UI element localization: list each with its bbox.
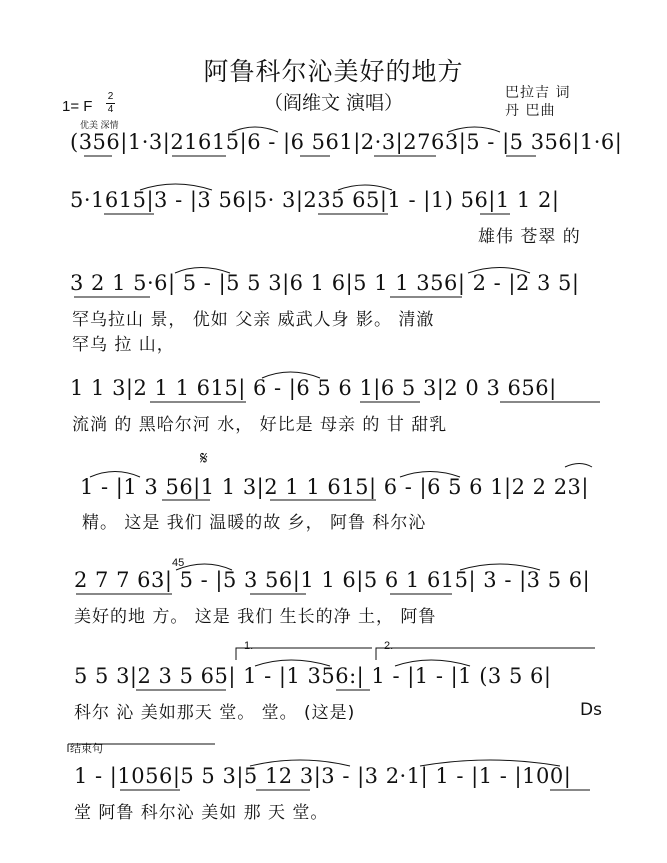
song-subtitle: （阎维文 演唱） <box>263 92 404 114</box>
slur <box>460 564 540 570</box>
coda-label: 结束句 <box>70 743 103 755</box>
key-signature: 1= F <box>62 98 93 115</box>
lyric-line-4: 流淌 的 黑哈尔河 水， 好比是 母亲 的 甘 甜乳 <box>72 415 448 435</box>
slur <box>400 472 460 478</box>
slur <box>262 372 320 378</box>
notation-line-3: 3 2 1 5·6| 5 - |5 5 3|6 1 6|5 1 1 356| 2 - |2 3 5| <box>70 271 580 295</box>
lyricist-credit: 巴拉吉 词 <box>505 85 571 101</box>
time-signature-top: 2 <box>107 91 114 102</box>
slur <box>420 760 560 766</box>
notation-line-7: 5 5 3|2 3 5 65| 1 - |1 356:| 1 - |1 - |1 (3 5 6| <box>74 664 552 688</box>
composer-credit: 丹 巴曲 <box>505 103 556 119</box>
slur <box>448 127 500 132</box>
volta-2-label: 2. <box>384 640 394 652</box>
time-signature-bottom: 4 <box>107 104 114 115</box>
volta-2-bracket <box>376 648 595 660</box>
volta-1-bracket <box>236 648 372 660</box>
lyric-line-8: 堂 阿鲁 科尔沁 美如 那 天 堂。 <box>74 803 329 823</box>
slur <box>250 760 350 766</box>
notation-line-5: 1 - |1 3 56|1 1 3|2 1 1 615| 6 - |6 5 6 1|2 2 23| <box>80 475 589 499</box>
notation-line-4: 1 1 3|2 1 1 615| 6 - |6 5 6 1|6 5 3|2 0 3 656| <box>70 376 557 400</box>
slur <box>565 464 592 468</box>
lyric-line-2: 雄伟 苍翠 的 <box>478 227 581 247</box>
song-title: 阿鲁科尔沁美好的地方 <box>203 57 464 86</box>
slur <box>232 127 278 132</box>
notation-line-1: (356|1·3|21615|6 - |6 561|2·3|2763|5 - |5 356|1·6| <box>70 130 623 154</box>
lyric-line-6: 美好的地 方。 这是 我们 生长的净 土， 阿鲁 <box>74 607 437 627</box>
tempo-marking: 优美 深情 <box>80 120 119 130</box>
slur <box>395 660 470 666</box>
lyric-line-5: 精。 这是 我们 温暖的故 乡， 阿鲁 科尔沁 <box>82 513 427 533</box>
slur <box>90 472 140 478</box>
slur <box>338 185 392 190</box>
lyric-line-7: 科尔 沁 美如那天 堂。 堂。 (这是) <box>74 703 356 723</box>
slur <box>175 268 230 274</box>
lyric-line-3b: 罕乌 拉 山， <box>72 335 175 355</box>
slur <box>468 268 530 274</box>
lyric-line-3: 罕乌拉山 景， 优如 父亲 威武人身 影。 清澈 <box>72 310 435 330</box>
slur <box>176 564 232 570</box>
notation-line-2: 5·1615|3 - |3 56|5· 3|235 65|1 - |1) 56|1 1 2| <box>70 188 560 212</box>
notation-line-8: 1 - |1056|5 5 3|5 12 3|3 - |3 2·1| 1 - |1 - |100| <box>74 764 572 788</box>
slur <box>255 660 330 666</box>
grace-note: 45 <box>172 557 185 569</box>
slur <box>140 184 212 190</box>
volta-1-label: 1. <box>244 640 254 652</box>
segno-sign: 𝄋 <box>200 448 208 469</box>
dal-segno-mark: Ds <box>580 700 602 720</box>
notation-line-6: 2 7 7 63| 5 - |5 3 56|1 1 6|5 6 1 615| 3 - |3 5 6| <box>74 568 591 592</box>
